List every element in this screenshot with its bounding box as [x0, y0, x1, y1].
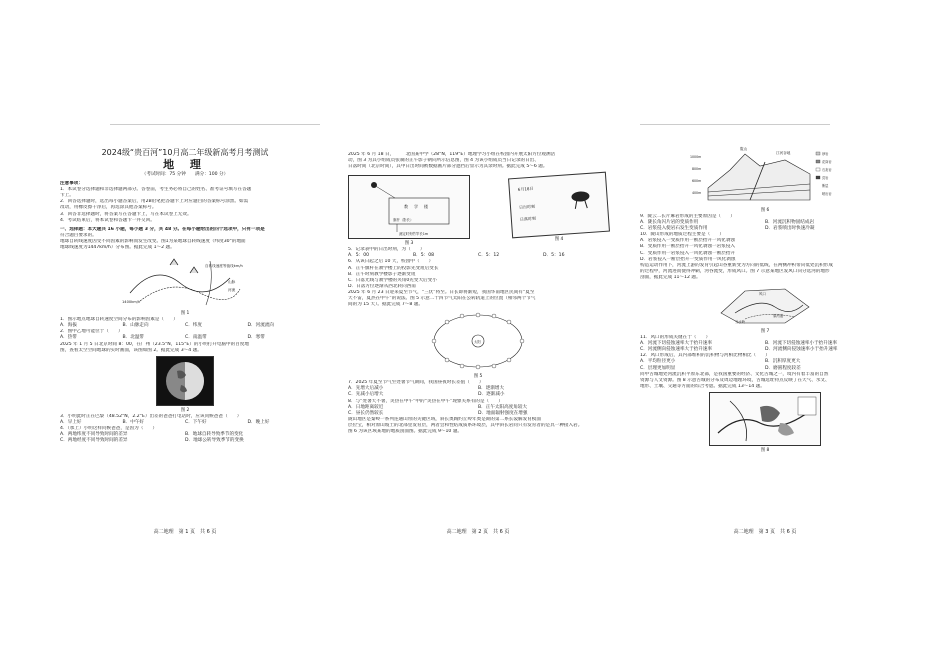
option: C．纬度 — [185, 323, 202, 329]
option: A．5：00 — [348, 253, 370, 259]
exam-info: （考试时间：75 分钟 满分：100 分） — [141, 172, 229, 177]
option: D．地球公转导致季节的变换 — [185, 438, 244, 444]
notice-line: 卡上。 — [60, 193, 74, 199]
intro-5: 日落时间（北京时间），其中日出时间被数据画片部分遮挡后显示为其余时刻。据此完成 5～6 题。 — [348, 164, 548, 170]
notice-line: 2．回答选择题时，选出每小题答案后，用2B铅笔把答题卡上对应题目的答案标号涂黑。如需 — [60, 199, 249, 205]
figure-2 — [156, 356, 214, 406]
option: D．岩浆侵入一断层抬升一变质作用一风化剥蚀 — [640, 256, 736, 262]
intro-5: 2025 年 6 月 18 日， 北国某中学（28°N，119°E）地理学习小组在校园内开展太阳方位观测活 — [348, 152, 556, 157]
fig7-windgap: 风口 — [759, 292, 766, 297]
page-2-footer: 高二地理 第 2 页 共 6 页 — [446, 529, 510, 535]
figure-1 — [110, 253, 260, 309]
fig3-char: 教 — [404, 204, 408, 210]
notice-line: 4．考试结束后，将本试卷和答题卡一并交回。 — [60, 217, 155, 223]
option: C．岩浆侵入使岩石发生变质作用 — [640, 226, 708, 232]
intro-13: 同中古城地处河流沉积平原东北部，是我国重要的经济、文化古城之一，境内有着丰富的自然 — [640, 371, 829, 377]
figure-3-caption: 图 3 — [404, 241, 414, 247]
section-text: 地球线速度为1447km/h）分布图。据此完成 1～2 题。 — [60, 245, 175, 251]
q12-options — [640, 366, 890, 372]
fig6-legend: 花岗岩 — [822, 160, 832, 164]
fig7-divide: 分水岭 — [735, 320, 746, 325]
option: A．热带 — [60, 335, 77, 341]
question-1: 1．图示地点地球自转速度空间分布的影响因素是（ ） — [60, 317, 178, 323]
page-3-footer: 高二地理 第 3 页 共 6 页 — [733, 529, 797, 535]
figure-8-caption: 图 8 — [760, 447, 770, 453]
fig6-elev: 400m — [692, 191, 702, 195]
fig3-building-label — [404, 204, 428, 210]
option: B．中午好 — [122, 419, 145, 425]
fig7-oldriver: 原河道 — [773, 314, 784, 319]
option: D．河流流向 — [247, 323, 275, 329]
fig6-legend: 喷出岩 — [822, 192, 832, 196]
option: B．正午太阳高度角较大 — [478, 404, 528, 410]
fig6-elev: 600m — [692, 179, 702, 183]
option: B．正午时刻教学楼影子逐渐变短 — [348, 271, 416, 277]
section-heading: 一、选择题：本大题共 16 小题，每小题 3 分，共 48 分。在每小题给出的四个选项中，只有一项是 — [60, 226, 265, 232]
figure-6 — [690, 140, 840, 206]
option: B．5：08 — [413, 253, 435, 259]
option: A．平均粒径更小 — [640, 359, 676, 365]
section-text: 地球自转线速度因受不同因素的影响而发生改变。图1为某地球自转线速度（纬度30°的地面 — [60, 238, 246, 244]
fig6-elev: 800m — [692, 167, 702, 171]
option: D．寒带 — [247, 335, 265, 341]
fig4-date: 6月18日 — [517, 186, 534, 193]
exam-title: 2024级“贵百河”10月高二年级新高考月考测试 — [101, 148, 269, 157]
option: C．变质作用一岩浆侵入一风化剥蚀一断层抬升 — [640, 250, 736, 256]
option: A．岩浆侵入一变质作用一断层抬升一风化剥蚀 — [640, 238, 736, 244]
notice-line: 3．回答非选择题时，将答案写在答题卡上，写在本试卷上无效。 — [60, 211, 192, 217]
page-1 — [60, 118, 310, 538]
question-2: 2．图中乙地可能位于（ ） — [60, 329, 123, 335]
fig1-legend-1: 自转线速度等值线km/h — [205, 264, 243, 269]
intro-13: 地形、土壤、交通等方面的综合考虑。据此完成 13～14 题。 — [640, 383, 765, 389]
intro-5: 动，图 3 为其小组成员张制的正午影子朝向所示信息图，图 4 为该小组成员当日记录的日出、 — [348, 158, 539, 164]
option: A．海拔 — [60, 323, 77, 329]
fig3-char: 学 — [414, 204, 418, 210]
option: B．河流沉积物固结成岩 — [765, 220, 815, 226]
notice-line: 改动，用橡皮擦干净后，再选涂其他答案标号。 — [60, 205, 157, 211]
option: B．变质作用一断层抬升一风化剥蚀一岩浆侵入 — [640, 244, 736, 250]
intro-11: 剖面，据此完成 11～12 题。 — [640, 274, 701, 280]
figure-7-caption: 图 7 — [760, 329, 770, 335]
question-7: 7．2025 年夏至节气至处暑节气期间，我国昼夜时长差值（ ） — [348, 380, 484, 386]
option: C．南温带 — [185, 335, 207, 341]
figure-7-terrain — [715, 283, 815, 327]
figure-6-caption: 图 6 — [760, 208, 770, 213]
fig6-elev: 1000m — [690, 155, 702, 159]
intro-7: 天不雷，夏热在中午”的说法。图 5 示意二十四节气太阳在公转轨道上的位置（相邻两个节气 — [348, 296, 536, 302]
intro-9: 陇山地区是秦岭一系列连通山带的关键区域，斜长奥陶约丘岭年奥是期的第二系长裂解发育模面 — [348, 416, 541, 422]
intro-7: 2025 年 6 月 23 日迎来夏至节气，“三伏”将至。日长即将渐短，我国华南地区民间有“夏至 — [348, 289, 535, 295]
option: A．正午旗杆在教学楼上的投影先变短后变长 — [348, 265, 439, 271]
fig6-legend: 石灰岩 — [822, 168, 832, 172]
notice-line: 1．本试卷分选择题和非选择题两部分。答卷前，考生务必将自己的姓名、准考证号填写在答题 — [60, 187, 252, 193]
intro-13: 资源与人文资源。图 8 示意古城的分布及周边地理环境，古城选址特点反映了在天气、水文、 — [640, 377, 830, 383]
figure-2-caption: 图 2 — [180, 407, 190, 413]
figure-5 — [428, 310, 528, 372]
intro-11: 构造运动作用下，河流上游的发育引起山谷重新变为方向的低线，在两侧冲积带向低处沉积形成 — [640, 262, 833, 268]
option: C．先减小后增大 — [348, 392, 384, 398]
question-4: 4．（承上）小明这样问候爸爸，是因为（ ） — [60, 425, 158, 431]
option: C．昼长仍然较长 — [348, 410, 384, 416]
option: A．先增大后减小 — [348, 386, 384, 392]
intro-3: 2025 年 1 月 5 日北京时间 8：00，在广州（23.5°N，115°E）的小明打开电脑中的百度地 — [60, 341, 250, 347]
figure-4-caption: 图 4 — [554, 237, 564, 243]
figure-3-wrap — [348, 173, 470, 247]
q7-options — [348, 392, 608, 398]
question-11: 11．风口的形成关键在于（ ） — [640, 335, 711, 341]
option: D．逐渐减小 — [478, 392, 505, 398]
q8-options — [348, 411, 608, 417]
option: B．河流下切侵蚀速率小于抬升速率 — [765, 341, 838, 347]
question-9: 9．陇云二长片麻岩形成的主要原因是（ ） — [640, 214, 735, 219]
page-1-footer: 高二地理 第 1 页 共 6 页 — [153, 529, 217, 535]
fig4-sunset: 日落时刻 — [519, 215, 537, 223]
figures-3-4 — [348, 173, 608, 247]
option: C．层理更加明显 — [640, 365, 676, 371]
option: C．下午好 — [185, 419, 207, 425]
intro-9: 图 6 为该区域某地的地质剖面图。据此完成 9～10 题。 — [348, 428, 463, 434]
figure-5-caption: 图 5 — [473, 374, 483, 380]
figure-4-wrap — [510, 173, 608, 247]
option: C．日落光线与教学楼的夹角0先变大后变小 — [348, 277, 437, 283]
option: D．地面辐射强度在增强 — [478, 410, 528, 416]
fig6-legend: 断层 — [822, 184, 829, 188]
fig3-note: 测定时刻竹竿长1m — [399, 232, 429, 237]
notice-title: 注意事项： — [60, 181, 83, 187]
q2-options — [60, 335, 310, 341]
option: B．地球自转导致季节的变化 — [185, 431, 244, 437]
q4-options — [60, 438, 310, 444]
option: C．两地经度不同导致时间的差异 — [60, 438, 128, 444]
question-10: 10．陇山形成的地质过程主要是（ ） — [640, 232, 724, 238]
intro-3: 图，查看太空空间地球的实时画面，该图如图 2。据此完成 3～4 题。 — [60, 347, 202, 353]
question-12: 12．风口形成后，其内部堆积的沉积物与河相比物相比（ ） — [640, 353, 770, 359]
fig1-label-speed: 1400km/h — [122, 300, 141, 305]
option: A．河流下切侵蚀速率大于抬升速率 — [640, 341, 713, 347]
question-5: 5．记录表中的日出时刻，为（ ） — [348, 247, 425, 253]
option: D．岩浆喷出时快速冷凝 — [765, 226, 815, 232]
page-2 — [348, 118, 608, 538]
figure-8-map — [710, 393, 820, 445]
figure-7 — [715, 283, 815, 327]
option: B．沉积厚度更大 — [765, 359, 801, 365]
figure-2-earth — [157, 357, 213, 405]
question-8: 8．与“处暑天不暑，炎热在中午”中的“炎热在中午”现象关系有的是（ ） — [348, 398, 503, 404]
option: A．两地纬度不同导致时间的差异 — [60, 431, 128, 437]
fig6-legend: 页岩 — [822, 176, 829, 180]
figure-4 — [508, 172, 610, 239]
option: A．陇长角闪片岩的变质作用 — [640, 220, 699, 226]
intro-7: 间的为 15 天）。据此完成 7～8 题。 — [348, 302, 423, 308]
option: D．河流侧向侵蚀速率小于抬升速率 — [765, 347, 838, 353]
figure-3 — [348, 175, 470, 239]
fig3-pole-label: 旗杆（影长） — [393, 218, 414, 223]
option: D．磨圆程度较差 — [765, 365, 801, 371]
page-3 — [640, 118, 890, 538]
option: B．山脉走向 — [122, 323, 149, 329]
figure-8 — [709, 392, 821, 446]
exam-subject: 地 理 — [163, 158, 207, 171]
intro-11: 的过程中，河流进而使得冲刷，河谷流变，形成风口。图 7 示意某地区发风口向分选河的地形 — [640, 268, 830, 274]
figure-1-caption: 图 1 — [180, 311, 190, 317]
option: D．晚上好 — [247, 419, 270, 425]
figure-6-profile — [690, 140, 840, 206]
intro-9: 层位宝，相对原山坡土的北部里发育层，两者会和性结成质系环境层，其中斜长岩问只有发育者的是具一种接入岩。 — [348, 422, 583, 428]
fig6-legend: 砂岩 — [822, 152, 829, 156]
option: C．5：12 — [478, 253, 500, 259]
fig3-char: 楼 — [424, 204, 428, 210]
option: D．5：16 — [543, 253, 565, 259]
option: D．日落方位逐渐从西北转向西南 — [348, 283, 416, 289]
option: A．日地距离较近 — [348, 404, 384, 410]
fig6-mountain: 陇山 — [740, 147, 748, 151]
fig5-sun-label: 太阳 — [474, 340, 481, 345]
fig6-valley: 江河谷地 — [776, 151, 791, 155]
section-text: 符合题目要求的。 — [60, 232, 97, 238]
fig4-sunrise: 日出时刻 — [518, 203, 536, 211]
option: B．逐渐增大 — [478, 386, 505, 392]
option: C．河流侧向侵蚀速率大于抬升速率 — [640, 347, 713, 353]
question-6: 6．从该日起之后 10 天，校园中（ ） — [348, 259, 434, 265]
question-3: 3．小明此时正在巴黎（48.52°N，2.2°E）出差的爸爸打电话时，应该问候爸爸（ ） — [60, 413, 242, 419]
fig1-legend-2: 山脉 — [228, 280, 236, 285]
option: B．北温带 — [122, 335, 145, 341]
fig1-legend-3: 河流 — [228, 288, 236, 293]
q3-options — [60, 420, 310, 426]
option: A．早上好 — [60, 419, 82, 425]
